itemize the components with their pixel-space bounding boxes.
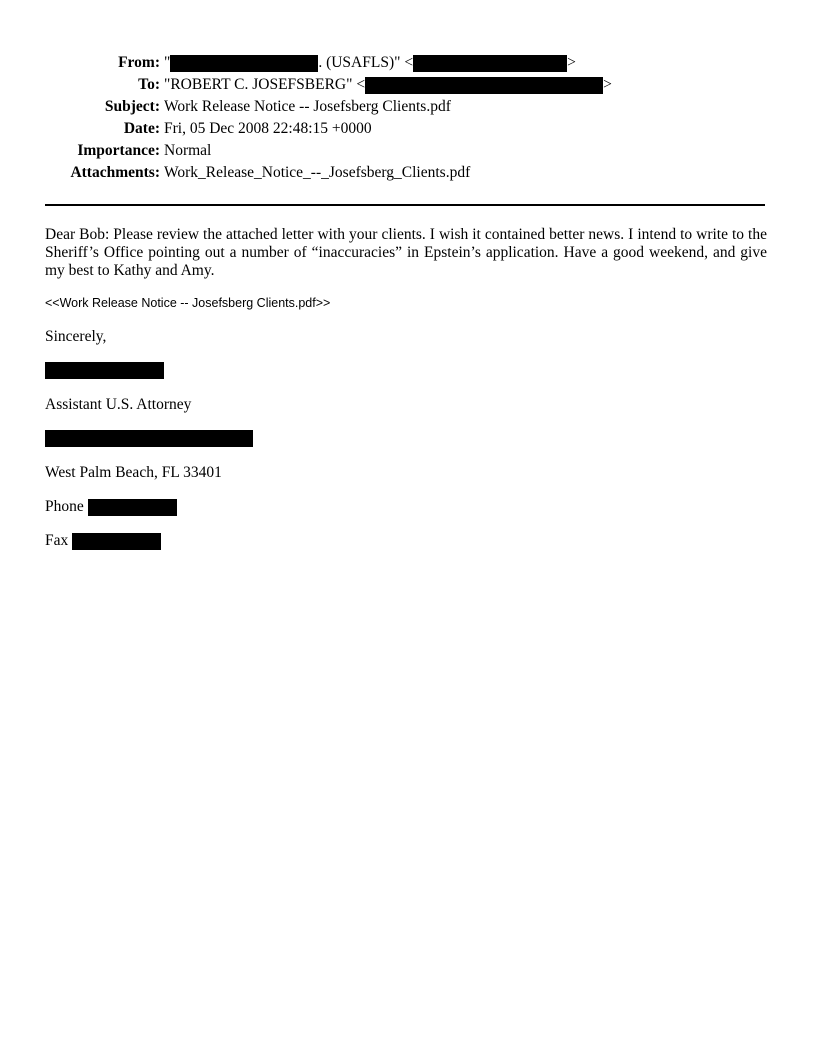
date-value: Fri, 05 Dec 2008 22:48:15 +0000 (164, 120, 372, 137)
attachments-value[interactable]: Work_Release_Notice_--_Josefsberg_Clients.pdf (164, 164, 471, 181)
header-divider (45, 204, 765, 206)
subject-row (45, 96, 612, 118)
redaction-box (170, 55, 318, 72)
to-row (45, 74, 612, 96)
date-row (45, 118, 612, 140)
phone-label: Phone (45, 498, 84, 515)
attachments-row (45, 162, 612, 184)
importance-row (45, 140, 612, 162)
from-value (160, 52, 576, 74)
attachments-label: Attachments: (70, 164, 160, 181)
from-suffix: > (567, 54, 576, 71)
subject-value: Work Release Notice -- Josefsberg Clients.pdf (164, 98, 451, 115)
importance-label: Importance: (77, 142, 160, 159)
from-middle: . (USAFLS)" < (318, 54, 414, 71)
closing: Sincerely, (45, 328, 107, 345)
fax-line (45, 532, 161, 550)
from-label: From: (118, 54, 160, 71)
email-body (45, 226, 767, 280)
redaction-box (365, 77, 603, 94)
redaction-box (413, 55, 567, 72)
signature-name-line (45, 362, 164, 379)
to-prefix: "ROBERT C. JOSEFSBERG" < (164, 76, 366, 93)
fax-label: Fax (45, 532, 69, 549)
to-label: To: (138, 76, 160, 93)
phone-line (45, 498, 177, 516)
redaction-box (72, 533, 161, 550)
importance-value: Normal (164, 142, 212, 159)
redaction-box (45, 430, 253, 447)
redaction-box (45, 362, 164, 379)
redaction-box (88, 499, 177, 516)
signature-city: West Palm Beach, FL 33401 (45, 464, 222, 481)
signature-title: Assistant U.S. Attorney (45, 396, 192, 413)
from-prefix: " (164, 54, 171, 71)
to-suffix: > (603, 76, 612, 93)
from-row (45, 52, 612, 74)
attachment-reference[interactable]: <<Work Release Notice -- Josefsberg Clients.pdf>> (45, 296, 331, 310)
email-header (45, 52, 612, 184)
date-label: Date: (123, 120, 160, 137)
signature-address-line (45, 430, 253, 447)
subject-label: Subject: (104, 98, 160, 115)
body-paragraph: Dear Bob: Please review the attached letter with your clients. I wish it contained better news. I intend to write to the Sheriff’s Office pointing out a number of “inaccuracies” in Epstein’s application. Have a good weekend, and give my best to Kathy and Amy. (45, 226, 767, 279)
to-value (160, 74, 612, 96)
